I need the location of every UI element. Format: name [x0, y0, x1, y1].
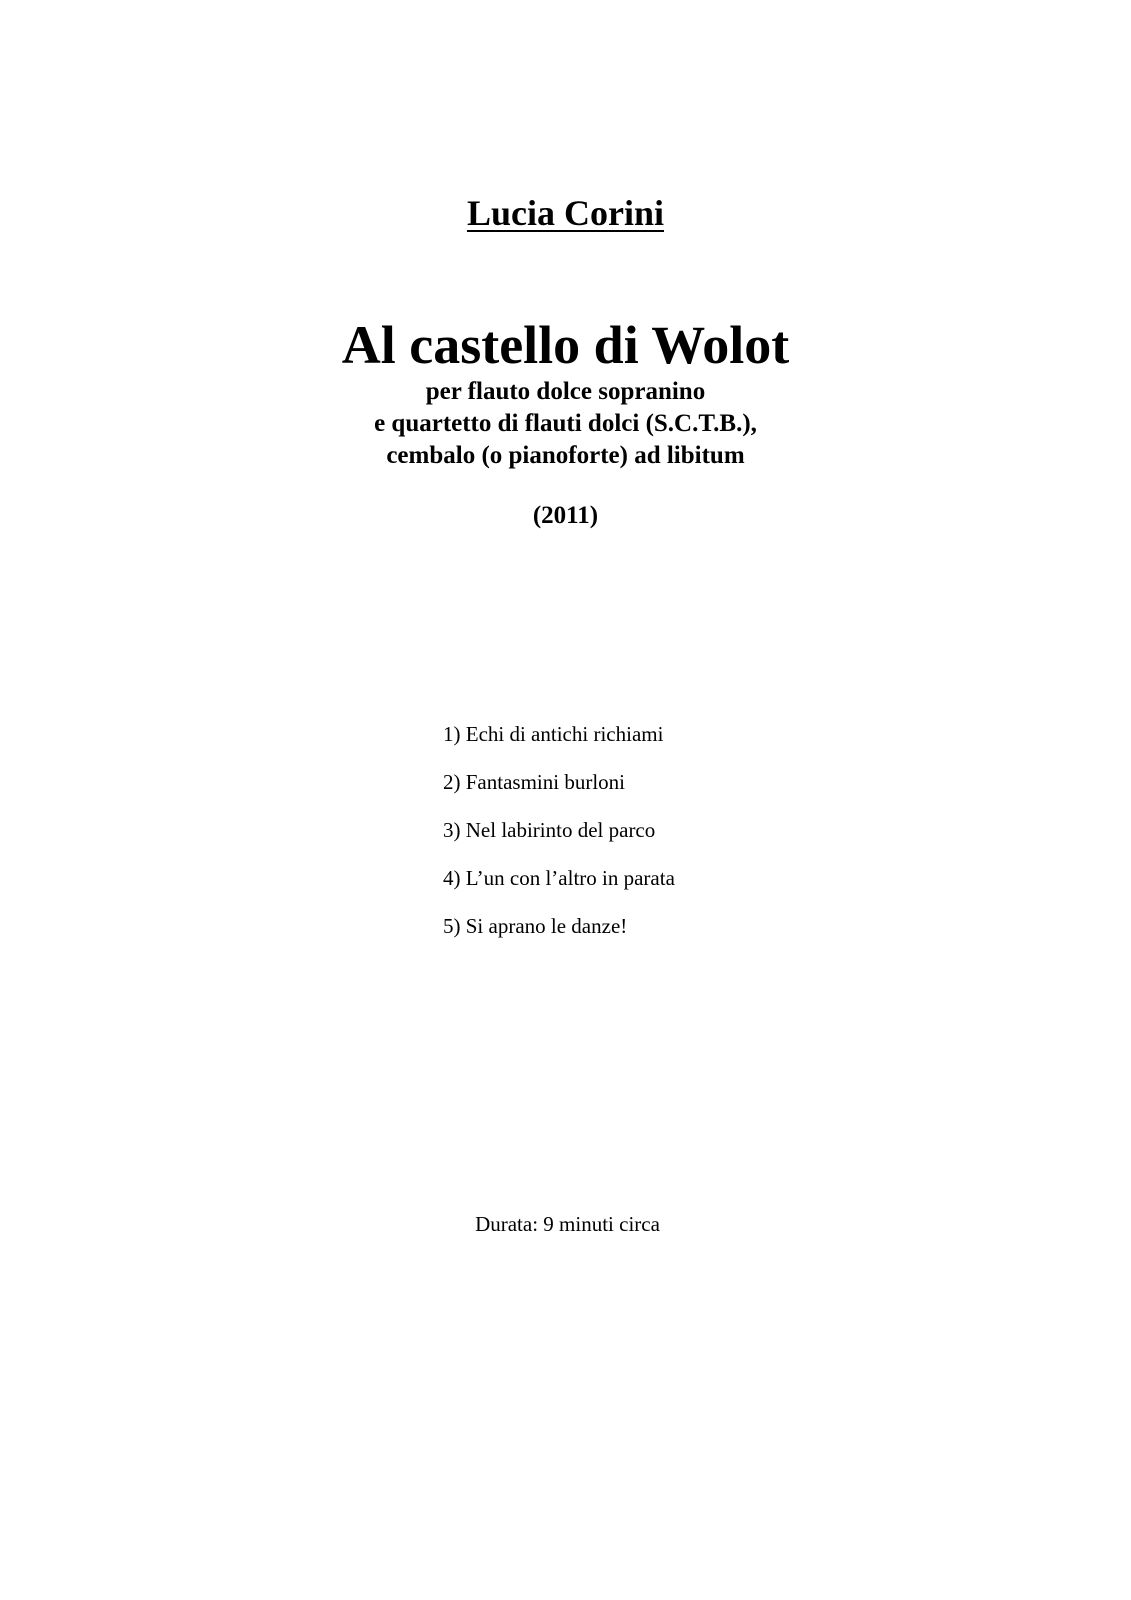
movement-item: 2) Fantasmini burloni — [443, 770, 625, 794]
duration-text: Durata: 9 minuti circa — [475, 1212, 660, 1236]
instrumentation-line: cembalo (o pianoforte) ad libitum — [386, 442, 745, 469]
composer-name-text: Lucia Corini — [466, 193, 664, 233]
composition-year: (2011) — [532, 502, 599, 529]
movement-item: 1) Echi di antichi richiami — [443, 722, 664, 746]
instrumentation-line: e quartetto di flauti dolci (S.C.T.B.), — [374, 410, 757, 437]
movement-list — [443, 718, 943, 958]
instrumentation-line: per flauto dolce sopranino — [425, 378, 706, 405]
movement-item: 3) Nel labirinto del parco — [443, 818, 656, 842]
instrumentation — [0, 376, 1131, 472]
movement-item: 4) L’un con l’altro in parata — [443, 866, 675, 890]
movement-item: 5) Si aprano le danze! — [443, 914, 628, 938]
work-title: Al castello di Wolot — [341, 315, 790, 375]
duration-note — [0, 1208, 1131, 1240]
composer-name — [0, 193, 1131, 234]
